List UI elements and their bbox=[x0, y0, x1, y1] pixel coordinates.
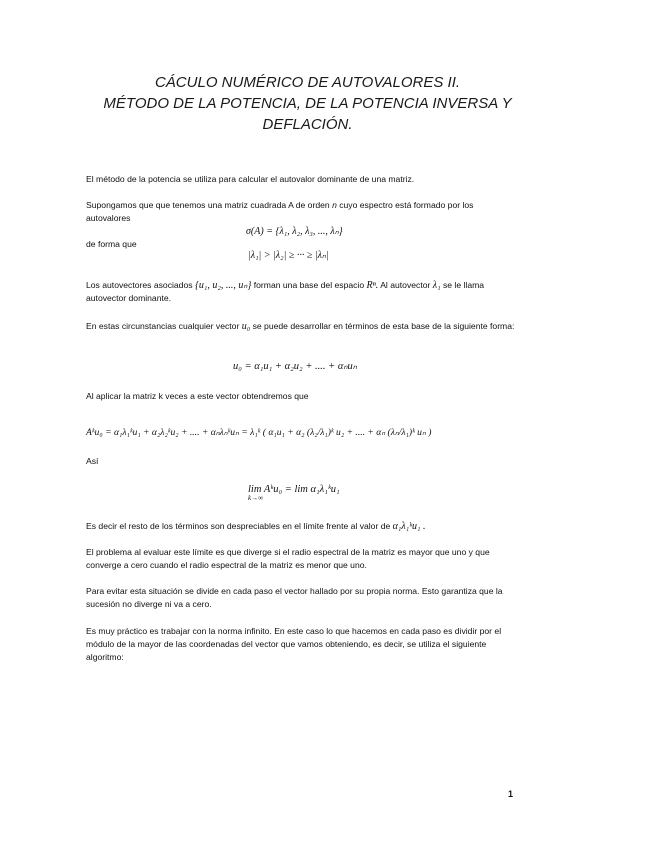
equation-spectrum: σ(A) = {λ₁, λ₂, λ₃, ..., λₙ} bbox=[246, 226, 343, 237]
text: se puede desarrollar en términos de esta base de la siguiente forma: bbox=[252, 321, 515, 331]
text: En estas circunstancias cualquier vector bbox=[86, 321, 240, 331]
paragraph-avoid: Para evitar esta situación se divide en cada paso el vector hallado por su propia norma. Esto garantiza que la sucesión no diverge ni va a cero. bbox=[86, 586, 503, 609]
paragraph-apply-matrix: Al aplicar la matriz k veces a este vector obtendremos que bbox=[86, 391, 309, 401]
paragraph-infinity-norm: Es muy práctico es trabajar con la norma infinito. En este caso lo que hacemos en cada paso es dividir por el módulo de la mayor de las coordenadas del vector que vamos obteniendo, es decir, se utiliza el siguiente algoritmo: bbox=[86, 626, 502, 662]
title-line-2: MÉTODO DE LA POTENCIA, DE LA POTENCIA INVERSA Y bbox=[103, 95, 512, 112]
equation-Ak-u0: Aᵏu₀ = α₁λ₁ᵏu₁ + α₂λ₂ᵏu₂ + .... + αₙλₙᵏuₙ = λ₁ᵏ ( α₁u₁ + α₂ (λ₂/λ₁)ᵏ u₂ + .... + αₙ (λₙ/λ₁)ᵏ uₙ ) bbox=[86, 427, 432, 438]
text: Es decir el resto de los términos son despreciables en el límite frente al valor de bbox=[86, 521, 391, 531]
paragraph-es-decir bbox=[86, 520, 518, 533]
page-title bbox=[60, 72, 555, 135]
math-n: n bbox=[332, 200, 337, 210]
limit-expression: lim Aᵏu₀ = lim α₁λ₁ᵏu₁ bbox=[248, 484, 340, 495]
math-basis-set: {u₁, u₂, ..., uₙ} bbox=[194, 280, 252, 291]
paragraph-circumstances bbox=[86, 320, 518, 333]
limit-subscript: k→∞ bbox=[248, 494, 264, 502]
paragraph-de-forma: de forma que bbox=[86, 239, 137, 249]
math-lambda1: λ₁ bbox=[432, 280, 441, 291]
text: cuyo espectro está formado por los autovalores bbox=[86, 200, 474, 223]
text: se le llama autovector dominante. bbox=[86, 280, 485, 303]
paragraph-intro: El método de la potencia se utiliza para calcular el autovalor dominante de una matriz. bbox=[86, 174, 415, 184]
math-Rn: Rⁿ. bbox=[366, 280, 379, 291]
equation-u0-expansion: u₀ = α₁u₁ + α₂u₂ + .... + αₙuₙ bbox=[233, 361, 357, 372]
text: Los autovectores asociados bbox=[86, 280, 193, 290]
text: Supongamos que que tenemos una matriz cuadrada A de orden bbox=[86, 200, 330, 210]
title-line-3: DEFLACIÓN. bbox=[262, 116, 353, 133]
math-u0: u₀ bbox=[241, 321, 251, 332]
paragraph-problem: El problema al evaluar este límite es que diverge si el radio espectral de la matriz es mayor que uno y que converge a cero cuando el radio espectral de la matriz es menor que uno. bbox=[86, 547, 490, 570]
paragraph-suppose bbox=[86, 199, 518, 225]
text: forman una base del espacio bbox=[253, 280, 365, 290]
math-dominant-term: α₁λ₁ᵏu₁ . bbox=[392, 521, 426, 532]
title-line-1: CÁCULO NUMÉRICO DE AUTOVALORES II. bbox=[154, 74, 461, 91]
paragraph-asi: Así bbox=[86, 456, 99, 466]
equation-limit bbox=[248, 484, 340, 502]
equation-order: |λ₁| > |λ₂| ≥ ··· ≥ |λₙ| bbox=[248, 250, 329, 261]
text: Al autovector bbox=[380, 280, 431, 290]
paragraph-eigenvectors bbox=[86, 279, 518, 305]
page-number: 1 bbox=[508, 789, 514, 799]
